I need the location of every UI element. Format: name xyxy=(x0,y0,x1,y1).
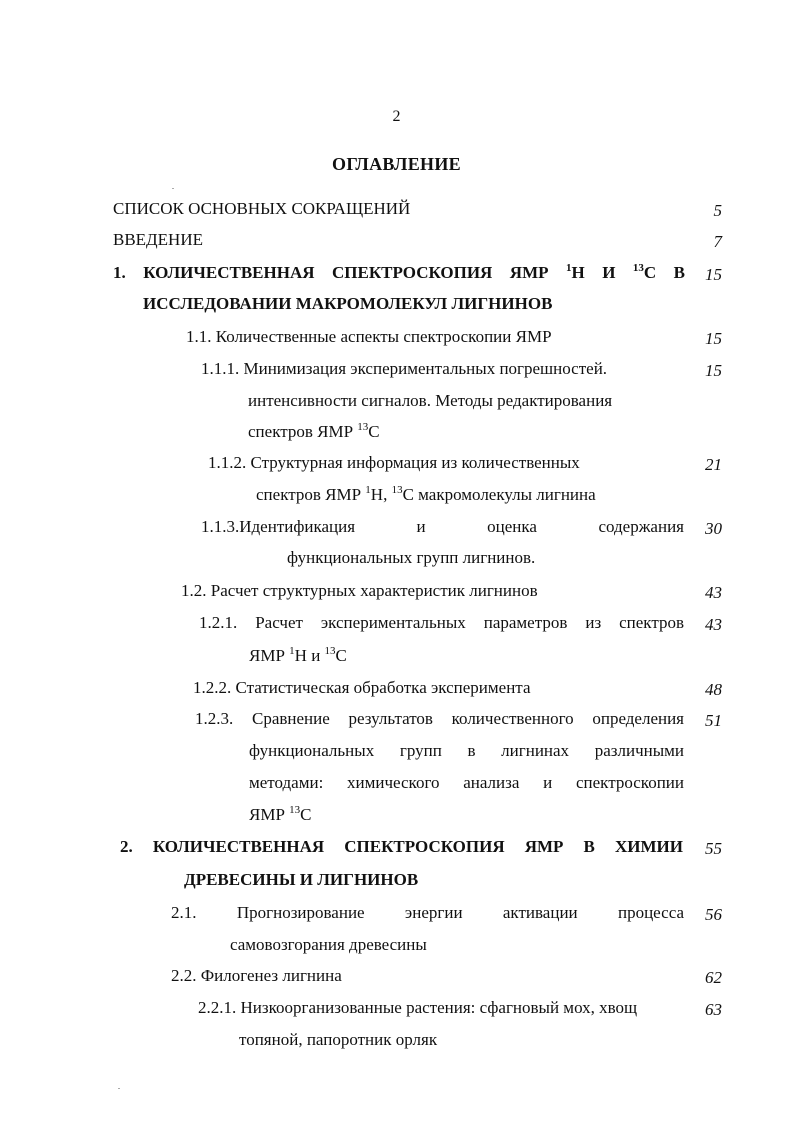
entry-text-line-1: 1.1.2. Структурная информация из количественных xyxy=(208,453,580,472)
entry-page: 21 xyxy=(705,455,722,474)
entry-text-line-2 xyxy=(249,645,347,667)
entry-text: 2.2. Филогенез лигнина xyxy=(171,966,342,985)
superscript: 13 xyxy=(324,645,336,657)
entry-page: 15 xyxy=(705,361,722,380)
text-part: ЯМР xyxy=(249,646,285,665)
text-part: спектров ЯМР xyxy=(248,422,354,441)
entry-text-line-2: интенсивности сигналов. Методы редактирования xyxy=(248,391,613,410)
entry-text-line-2: функциональных групп в лигнинах различными xyxy=(249,741,684,760)
entry-page: 43 xyxy=(705,615,722,634)
entry-text-line-2: топяной, папоротник орляк xyxy=(239,1030,438,1049)
text-part: спектров ЯМР xyxy=(256,485,362,504)
entry-text-line-4 xyxy=(249,804,312,826)
entry-page: 63 xyxy=(705,1000,722,1019)
entry-text-line-2 xyxy=(256,484,596,506)
ch1-part-c: С В xyxy=(643,263,685,282)
entry-text: 1.1. Количественные аспекты спектроскопии ЯМР xyxy=(186,327,552,346)
superscript: 13 xyxy=(357,421,369,433)
entry-text-line-1: 2.1. Прогнозирование энергии активации процесса xyxy=(171,903,684,922)
ch1-sup-2: 13 xyxy=(632,262,644,274)
entry-text-line-2: ИССЛЕДОВАНИИ МАКРОМОЛЕКУЛ ЛИГНИНОВ xyxy=(143,294,553,313)
entry-page: 30 xyxy=(705,519,722,538)
superscript: 13 xyxy=(289,804,301,816)
superscript: 1 xyxy=(365,484,371,496)
text-part: С макромолекулы лигнина xyxy=(402,485,596,504)
superscript: 13 xyxy=(391,484,403,496)
text-part: Н, xyxy=(370,485,388,504)
entry-text: 1.2. Расчет структурных характеристик лигнинов xyxy=(181,581,538,600)
entry-page: 43 xyxy=(705,583,722,602)
entry-text: СПИСОК ОСНОВНЫХ СОКРАЩЕНИЙ xyxy=(113,199,411,218)
entry-text: ВВЕДЕНИЕ xyxy=(113,230,203,249)
entry-page: 51 xyxy=(705,711,722,730)
entry-page: 15 xyxy=(705,265,722,284)
entry-page: 7 xyxy=(713,232,722,251)
ch1-sup-1: 1 xyxy=(566,262,572,274)
entry-text-line-1: 2. КОЛИЧЕСТВЕННАЯ СПЕКТРОСКОПИЯ ЯМР В ХИМИИ xyxy=(120,837,683,856)
ch1-part-a: 1. КОЛИЧЕСТВЕННАЯ СПЕКТРОСКОПИЯ ЯМР xyxy=(113,263,549,282)
text-part: С xyxy=(300,805,312,824)
superscript: 1 xyxy=(289,645,295,657)
entry-text-line-2: функциональных групп лигнинов. xyxy=(287,548,536,567)
entry-text-line-1: 1.2.3. Сравнение результатов количественного определения xyxy=(195,709,684,728)
scan-speck xyxy=(118,1088,120,1089)
entry-text-line-1: 1.1.3.Идентификация и оценка содержания xyxy=(201,517,684,536)
entry-text-line-1: 1.2.1. Расчет экспериментальных параметров из спектров xyxy=(199,613,684,632)
entry-page: 62 xyxy=(705,968,722,987)
scan-speck xyxy=(172,188,174,189)
entry-text-line-2: ДРЕВЕСИНЫ И ЛИГНИНОВ xyxy=(184,870,419,889)
page-number: 2 xyxy=(392,108,401,125)
entry-text: 1.2.2. Статистическая обработка эксперимента xyxy=(193,678,531,697)
entry-page: 5 xyxy=(713,201,722,220)
text-part: ЯМР xyxy=(249,805,285,824)
entry-page: 56 xyxy=(705,905,722,924)
entry-text-line-3: методами: химического анализа и спектроскопии xyxy=(249,773,684,792)
entry-page: 55 xyxy=(705,839,722,858)
entry-text-line-3 xyxy=(248,421,380,443)
entry-text-line-2: самовозгорания древесины xyxy=(230,935,427,954)
entry-text-line-1 xyxy=(113,262,685,284)
toc-title: ОГЛАВЛЕНИЕ xyxy=(332,154,461,174)
entry-text-line-1: 2.2.1. Низкоорганизованные растения: сфагновый мох, хвощ xyxy=(198,998,638,1017)
text-part: С xyxy=(335,646,347,665)
entry-page: 48 xyxy=(705,680,722,699)
text-part: Н и xyxy=(294,646,321,665)
text-part: С xyxy=(368,422,380,441)
entry-page: 15 xyxy=(705,329,722,348)
ch1-part-b: Н И xyxy=(571,263,616,282)
entry-text-line-1: 1.1.1. Минимизация экспериментальных погрешностей. xyxy=(201,359,608,378)
